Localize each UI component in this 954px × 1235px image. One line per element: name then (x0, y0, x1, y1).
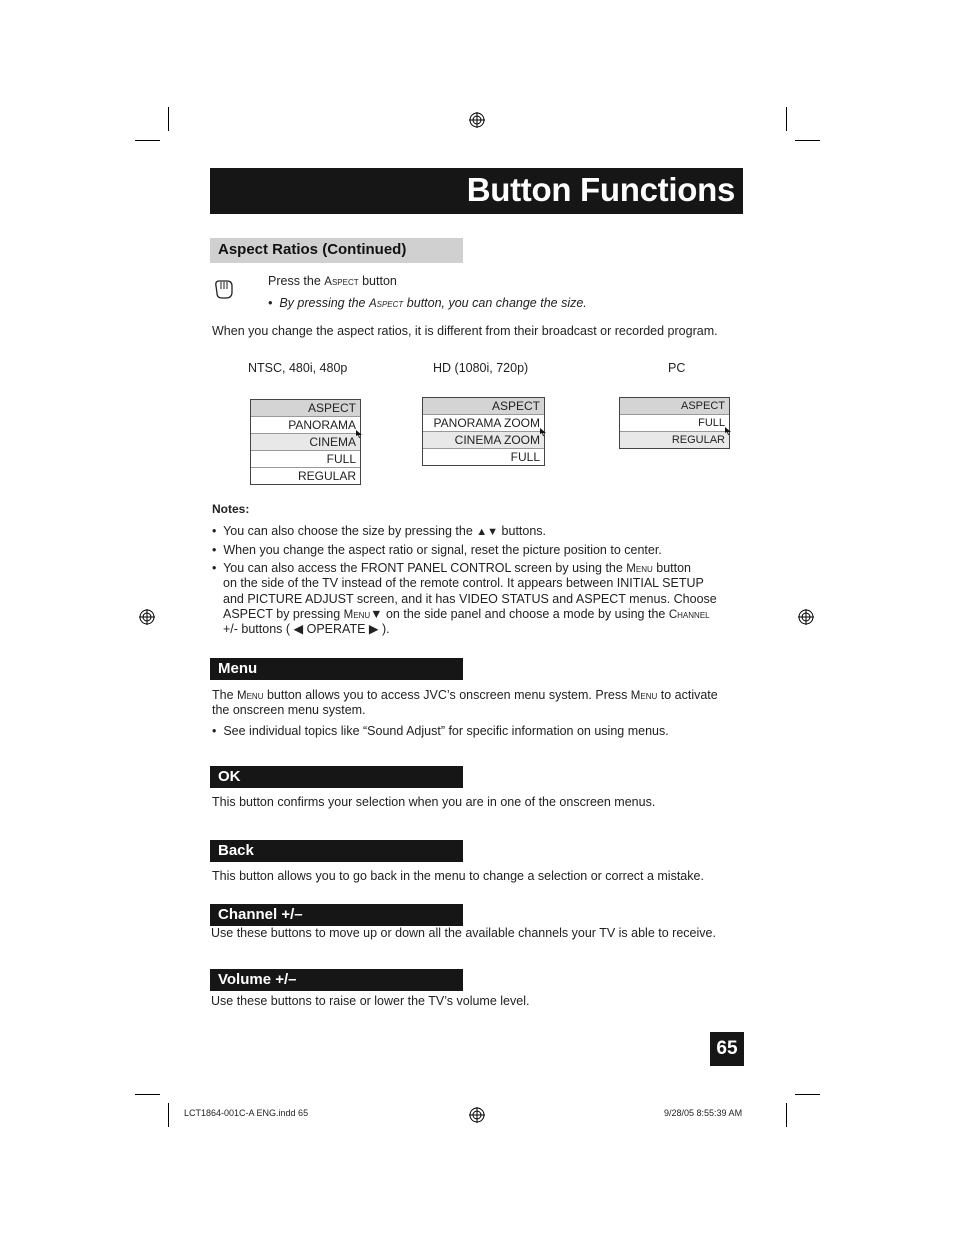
channel-description: Use these buttons to move up or down all the available channels your TV is able to receive. (211, 926, 716, 940)
crop-mark (795, 1094, 820, 1095)
section-heading-volume: Volume +/– (210, 969, 463, 991)
pc-aspect-menu (619, 397, 730, 449)
note-line: on the side of the TV instead of the remote control. It appears between INITIAL SETUP (223, 576, 704, 590)
footer-timestamp: 9/28/05 8:55:39 AM (664, 1108, 743, 1118)
menu-item: CINEMA (251, 433, 360, 450)
note-line: ASPECT by pressing Menu▼ on the side panel and choose a mode by using the Channel (223, 607, 710, 621)
section-heading-aspect: Aspect Ratios (Continued) (210, 238, 463, 263)
note-line: +/- buttons ( ◀ OPERATE ▶ ). (223, 622, 390, 636)
volume-description: Use these buttons to raise or lower the TV’s volume level. (211, 994, 530, 1008)
note-item: • When you change the aspect ratio or signal, reset the picture position to center. (212, 543, 662, 557)
ok-description: This button confirms your selection when you are in one of the onscreen menus. (212, 795, 656, 809)
note-item: • You can also choose the size by pressing the ▲▼ buttons. (212, 524, 547, 538)
crop-mark (135, 1094, 160, 1095)
ntsc-aspect-menu (250, 399, 361, 485)
registration-mark-icon (139, 609, 155, 625)
menu-item: ASPECT (251, 400, 360, 416)
registration-mark-icon (469, 1107, 485, 1123)
crop-mark (786, 107, 787, 131)
aspect-intro: When you change the aspect ratios, it is different from their broadcast or recorded program. (212, 324, 718, 338)
menu-item: REGULAR (620, 431, 729, 448)
up-down-arrows-icon: ▲▼ (476, 526, 499, 538)
notes-heading: Notes: (212, 502, 250, 516)
press-aspect-instruction: Press the Aspect button (268, 274, 397, 288)
menu-item: FULL (423, 448, 544, 465)
section-heading-channel: Channel +/– (210, 904, 463, 926)
cursor-icon (540, 428, 546, 436)
column-label-pc: PC (668, 361, 686, 375)
aspect-bullet: • By pressing the Aspect button, you can change the size. (268, 296, 587, 310)
page-number: 65 (710, 1032, 744, 1066)
registration-mark-icon (798, 609, 814, 625)
menu-item: FULL (251, 450, 360, 467)
page-title: Button Functions (466, 171, 735, 208)
crop-mark (795, 140, 820, 141)
footer-filename: LCT1864-001C-A ENG.indd 65 (184, 1108, 309, 1118)
menu-description: The Menu button allows you to access JVC’s onscreen menu system. Press Menu to activate (212, 688, 718, 702)
crop-mark (168, 1103, 169, 1127)
column-label-hd: HD (1080i, 720p) (433, 361, 529, 375)
menu-item: REGULAR (251, 467, 360, 484)
menu-item: PANORAMA ZOOM (423, 414, 544, 431)
cursor-icon (356, 430, 362, 438)
menu-item: PANORAMA (251, 416, 360, 433)
menu-bullet: • See individual topics like “Sound Adjust” for specific information on using menus. (212, 724, 669, 738)
note-item: • You can also access the FRONT PANEL CONTROL screen by using the Menu button (212, 561, 692, 575)
crop-mark (168, 107, 169, 131)
menu-item: FULL (620, 414, 729, 431)
hand-pointer-icon (212, 277, 236, 301)
cursor-icon (725, 427, 731, 435)
note-line: and PICTURE ADJUST screen, and it has VIDEO STATUS and ASPECT menus. Choose (223, 592, 717, 606)
section-heading-menu: Menu (210, 658, 463, 680)
menu-item: CINEMA ZOOM (423, 431, 544, 448)
title-bar (210, 168, 743, 214)
registration-mark-icon (469, 112, 485, 128)
menu-item: ASPECT (423, 398, 544, 414)
back-description: This button allows you to go back in the menu to change a selection or correct a mistake. (212, 869, 704, 883)
crop-mark (135, 140, 160, 141)
section-heading-ok: OK (210, 766, 463, 788)
menu-description-line2: the onscreen menu system. (212, 703, 366, 717)
menu-item: ASPECT (620, 398, 729, 414)
crop-mark (786, 1103, 787, 1127)
hd-aspect-menu (422, 397, 545, 466)
section-heading-back: Back (210, 840, 463, 862)
column-label-ntsc: NTSC, 480i, 480p (248, 361, 348, 375)
